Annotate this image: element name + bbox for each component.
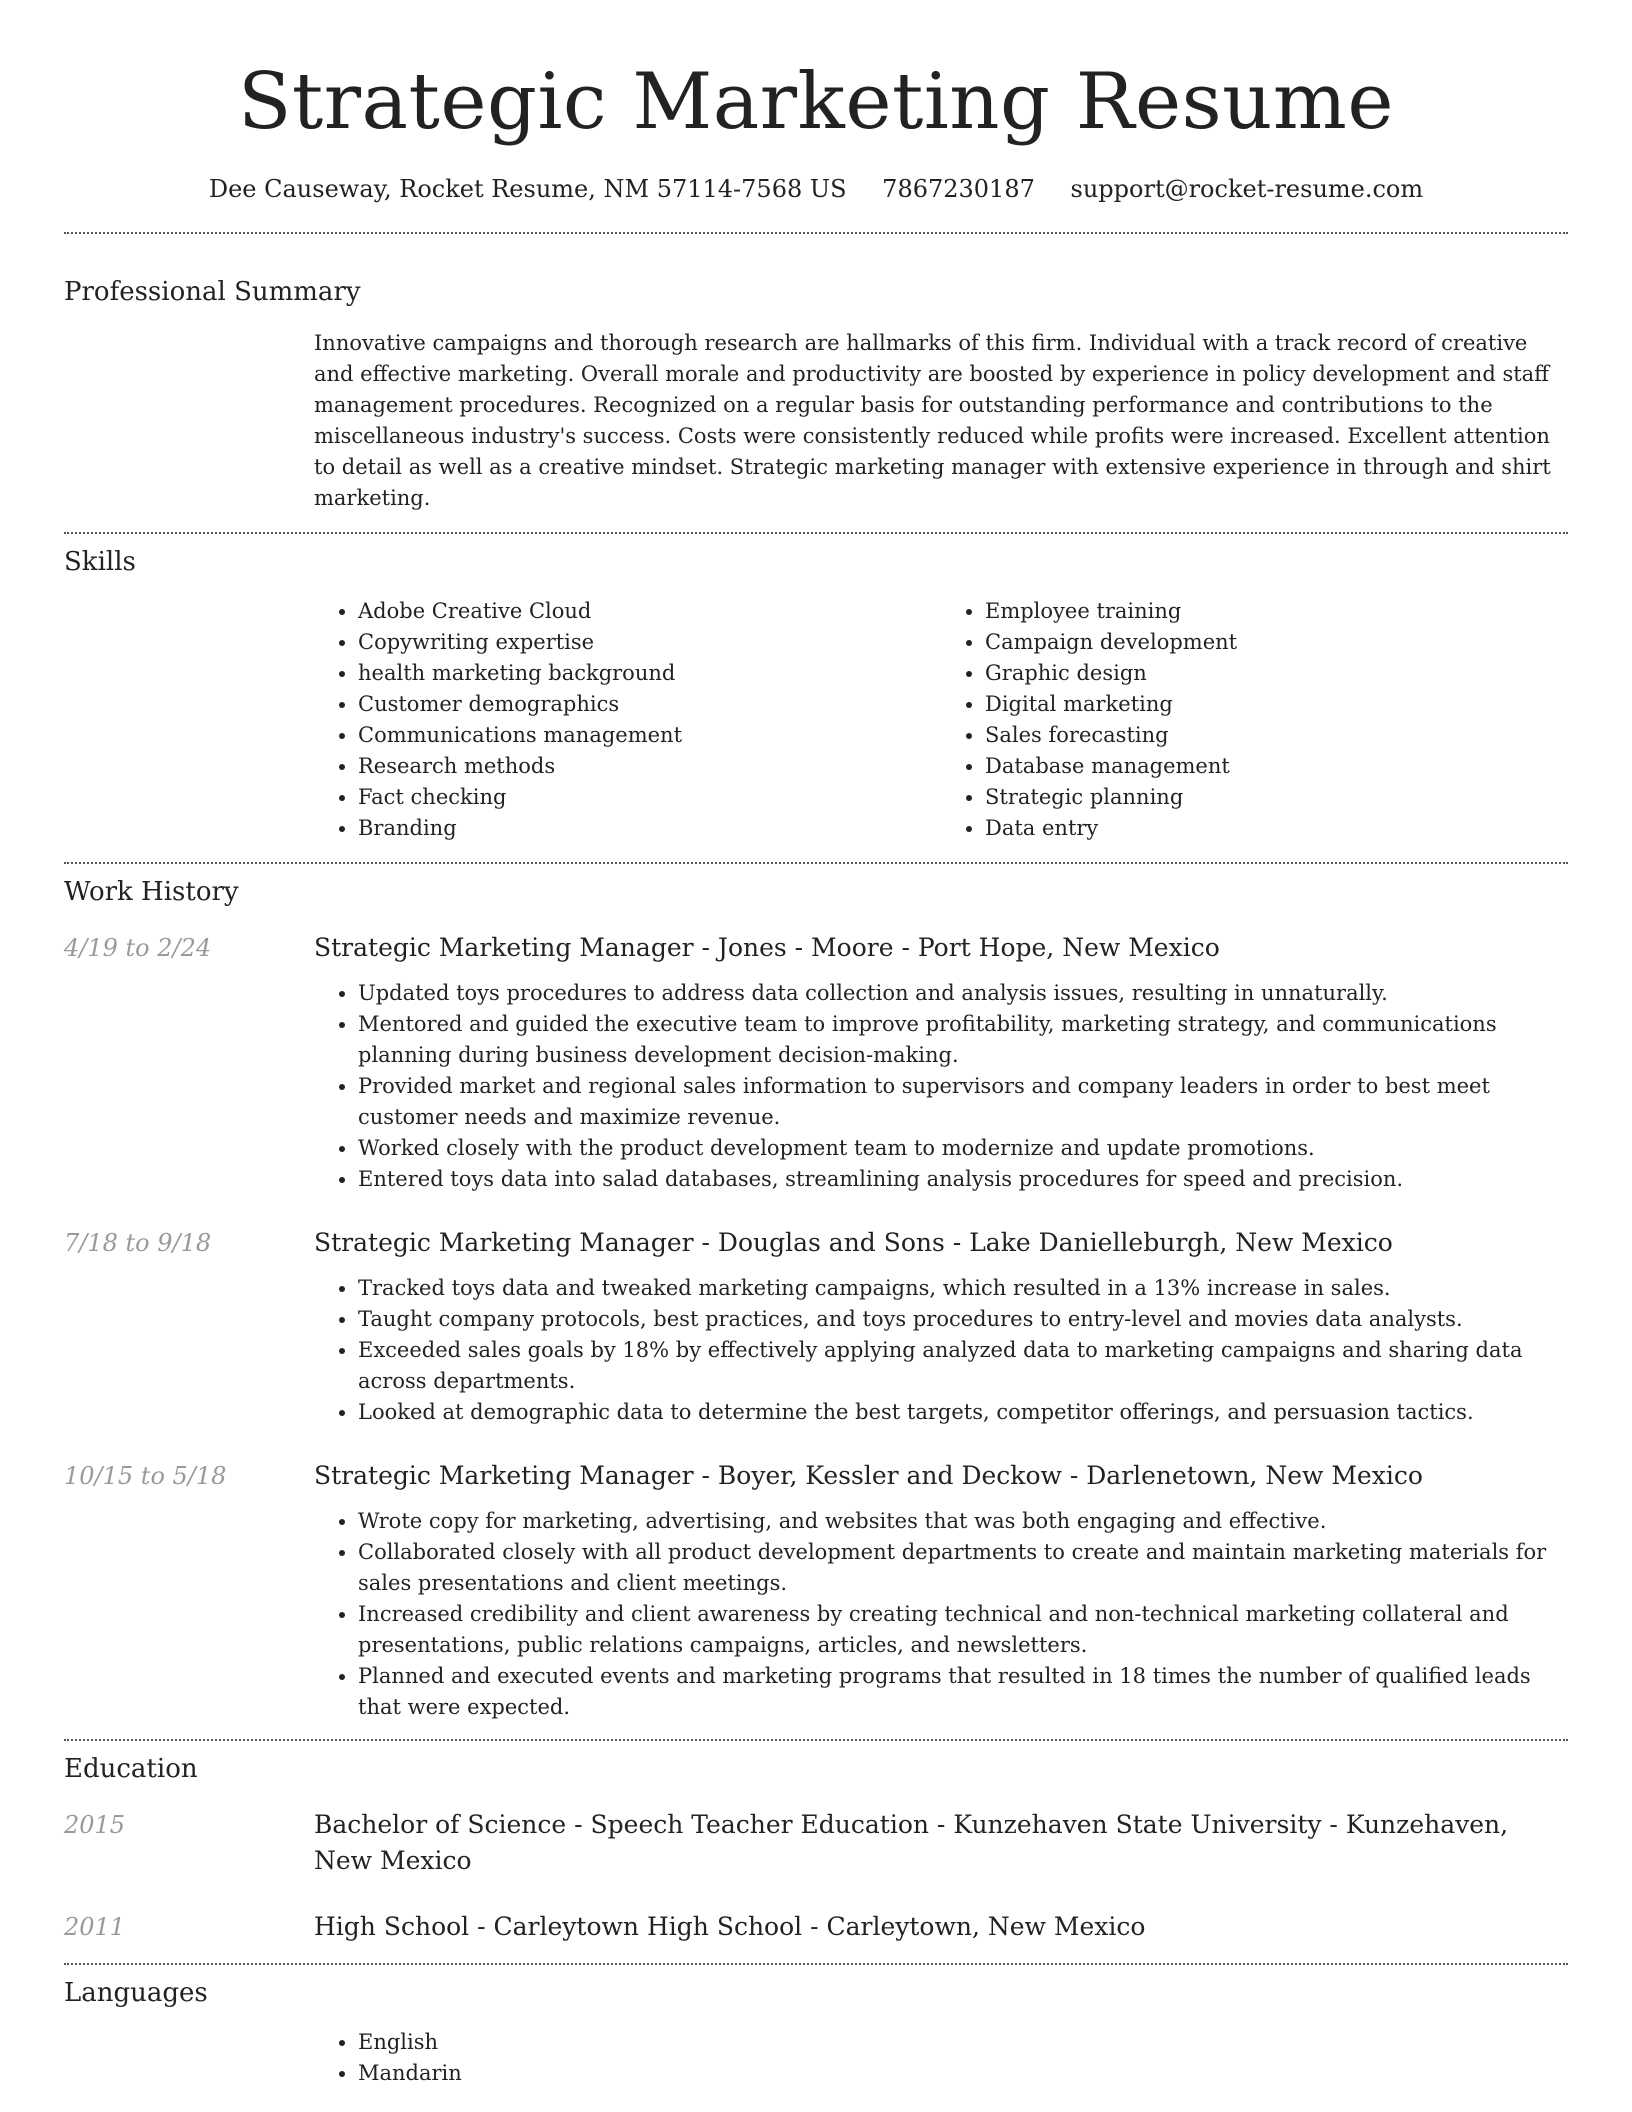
contact-line: [64, 172, 1568, 206]
job-entry: [64, 930, 1568, 1195]
education-title: [314, 1807, 1568, 1879]
skill-item: • Database management: [985, 751, 1568, 782]
education-entry: [64, 1807, 1568, 1879]
job-role: Strategic Marketing Manager: [314, 1228, 694, 1257]
job-company: - Jones - Moore - Port Hope, New Mexico: [693, 933, 1220, 962]
languages-heading: Languages: [64, 1978, 208, 2008]
skill-item: • Copywriting expertise: [358, 627, 941, 658]
job-company: - Boyer, Kessler and Deckow - Darlenetown, New Mexico: [693, 1461, 1423, 1490]
skill-item: • Campaign development: [985, 627, 1568, 658]
skill-item: • Sales forecasting: [985, 720, 1568, 751]
job-bullet: • Worked closely with the product development team to modernize and update promotions.: [358, 1133, 1568, 1164]
skill-item: • Research methods: [358, 751, 941, 782]
skill-item: • Customer demographics: [358, 689, 941, 720]
education-details: - Speech Teacher Education - Kunzehaven State University - Kunzehaven, New Mexico: [314, 1810, 1509, 1875]
job-entry: [64, 1458, 1568, 1723]
job-bullet: • Provided market and regional sales information to supervisors and company leaders in order to best meet customer needs and maximize revenue.: [358, 1071, 1568, 1133]
resume-page: [64, 0, 1568, 2089]
education-details: - Carleytown High School - Carleytown, New Mexico: [469, 1912, 1146, 1941]
job-dates: 10/15 to 5/18: [64, 1462, 227, 1490]
skill-item: • Adobe Creative Cloud: [358, 596, 941, 627]
skill-item: • health marketing background: [358, 658, 941, 689]
skill-item: • Graphic design: [985, 658, 1568, 689]
section-divider: [64, 1963, 1568, 1965]
skill-item: • Data entry: [985, 813, 1568, 844]
skill-item: • Strategic planning: [985, 782, 1568, 813]
job-dates: 7/18 to 9/18: [64, 1229, 212, 1257]
job-bullet: • Taught company protocols, best practices, and toys procedures to entry-level and movies data analysts.: [358, 1304, 1568, 1335]
skills-list-left: [314, 596, 941, 844]
job-bullet: • Collaborated closely with all product development departments to create and maintain marketing materials for sales presentations and client meetings.: [358, 1537, 1568, 1599]
skill-item: • Digital marketing: [985, 689, 1568, 720]
job-bullet: • Entered toys data into salad databases, streamlining analysis procedures for speed and precision.: [358, 1164, 1568, 1195]
resume-title: Strategic Marketing Resume: [237, 57, 1395, 147]
languages-row: [64, 2027, 1568, 2089]
section-divider: [64, 532, 1568, 534]
skill-item: • Fact checking: [358, 782, 941, 813]
job-role: Strategic Marketing Manager: [314, 933, 694, 962]
job-company: - Douglas and Sons - Lake Danielleburgh, New Mexico: [693, 1228, 1393, 1257]
summary-text: Innovative campaigns and thorough research are hallmarks of this firm. Individual with a track record of creative and effective marketing. Overall morale and productivity are boosted by experience in policy development and staff management procedures. Recognized on a regular basis for outstanding performance and contributions to the miscellaneous industry's success. Costs were consistently reduced while profits were increased. Excellent attention to detail as well as a creative mindset. Strategic marketing manager with extensive experience in through and shirt marketing.: [314, 331, 1551, 510]
skill-item: • Communications management: [358, 720, 941, 751]
work-heading: Work History: [64, 877, 239, 907]
education-entry: [64, 1909, 1568, 1945]
job-bullets: [314, 978, 1568, 1195]
job-role: Strategic Marketing Manager: [314, 1461, 694, 1490]
education-year: 2011: [64, 1913, 126, 1941]
job-bullet: • Tracked toys data and tweaked marketing campaigns, which resulted in a 13% increase in sales.: [358, 1273, 1568, 1304]
job-title: [314, 1225, 1568, 1261]
education-degree: High School: [314, 1912, 470, 1941]
job-bullet: • Planned and executed events and marketing programs that resulted in 18 times the number of qualified leads that were expected.: [358, 1661, 1568, 1723]
skills-heading: Skills: [64, 547, 136, 577]
contact-address: Dee Causeway, Rocket Resume, NM 57114-7568 US: [208, 175, 847, 203]
job-bullet: • Mentored and guided the executive team to improve profitability, marketing strategy, and communications planning during business development decision-making.: [358, 1009, 1568, 1071]
contact-email: support@rocket-resume.com: [1070, 175, 1424, 203]
job-title: [314, 930, 1568, 966]
job-dates: 4/19 to 2/24: [64, 934, 212, 962]
skills-list-right: [941, 596, 1568, 844]
education-title: [314, 1909, 1568, 1945]
contact-phone: 7867230187: [882, 175, 1035, 203]
header-divider: [64, 232, 1568, 234]
skill-item: • Branding: [358, 813, 941, 844]
section-divider: [64, 1739, 1568, 1741]
job-bullet: • Increased credibility and client awareness by creating technical and non-technical marketing collateral and presentations, public relations campaigns, articles, and newsletters.: [358, 1599, 1568, 1661]
job-bullets: [314, 1506, 1568, 1723]
languages-list: [314, 2027, 1568, 2089]
skills-row: [64, 596, 1568, 844]
job-bullet: • Wrote copy for marketing, advertising, and websites that was both engaging and effective.: [358, 1506, 1568, 1537]
job-bullet: • Looked at demographic data to determine the best targets, competitor offerings, and persuasion tactics.: [358, 1397, 1568, 1428]
skill-item: • Employee training: [985, 596, 1568, 627]
job-bullet: • Updated toys procedures to address data collection and analysis issues, resulting in unnaturally.: [358, 978, 1568, 1009]
education-heading: Education: [64, 1754, 198, 1784]
summary-heading: Professional Summary: [64, 277, 361, 307]
section-divider: [64, 862, 1568, 864]
education-degree: Bachelor of Science: [314, 1810, 567, 1839]
language-item: • English: [358, 2027, 1568, 2058]
summary-row: [64, 328, 1568, 514]
education-year: 2015: [64, 1811, 126, 1839]
job-entry: [64, 1225, 1568, 1428]
job-bullet: • Exceeded sales goals by 18% by effectively applying analyzed data to marketing campaigns and sharing data across departments.: [358, 1335, 1568, 1397]
job-bullets: [314, 1273, 1568, 1428]
job-title: [314, 1458, 1568, 1494]
language-item: • Mandarin: [358, 2058, 1568, 2089]
